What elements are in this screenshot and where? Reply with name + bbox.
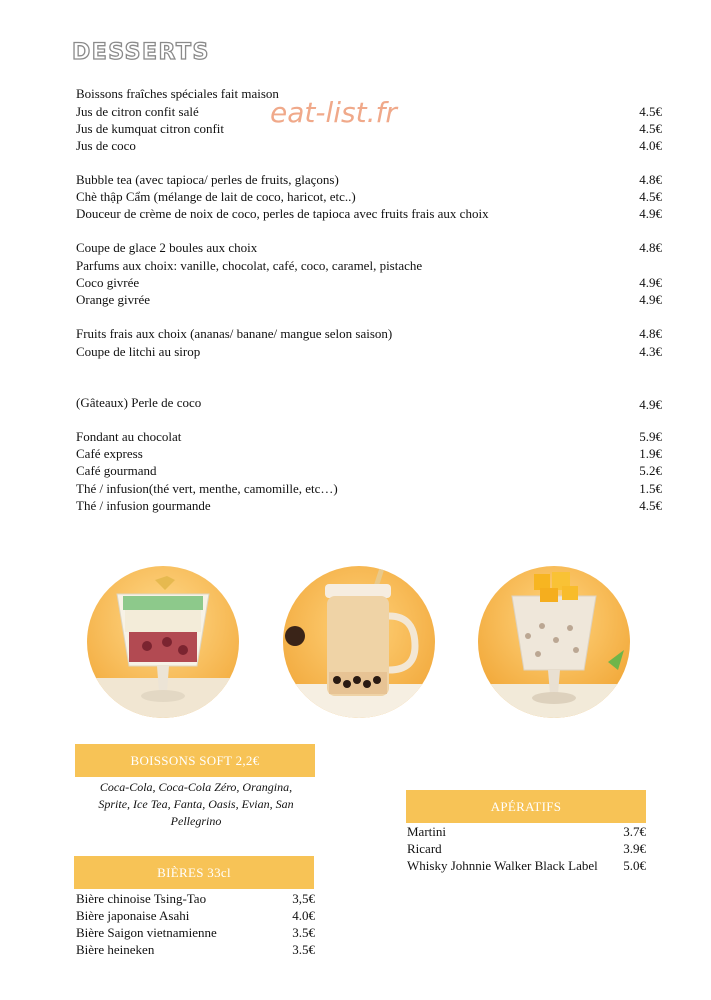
menu-item-price: 4.9€ [639,397,662,412]
menu-item [76,274,662,291]
menu-item [76,85,662,102]
menu-item [76,462,662,479]
biere-price: 4.0€ [292,908,315,923]
watermark: eat-list.fr [270,96,397,129]
menu-item-price: 4.3€ [639,344,662,359]
menu-item-price: 4.5€ [639,498,662,513]
aperatif-name: Whisky Johnnie Walker Black Label [407,858,598,873]
menu-item [76,497,662,514]
menu-item [76,205,662,222]
menu-item-price: 4.5€ [639,189,662,204]
menu-item-name: Chè thập Cẩm (mélange de lait de coco, haricot, etc..) [76,189,356,204]
aperatif-item [407,823,646,840]
menu-item-price: 5.9€ [639,429,662,444]
menu-item [76,103,662,120]
menu-item-price: 4.8€ [639,172,662,187]
mango-tapioca-photo [478,566,630,718]
menu-item [76,137,662,154]
biere-item [76,890,315,907]
aperatif-price: 3.9€ [623,841,646,856]
menu-item-name: Café gourmand [76,463,157,478]
menu-item-name: Coupe de litchi au sirop [76,344,201,359]
menu-item-name: Thé / infusion(thé vert, menthe, camomille, etc…) [76,481,338,496]
menu-item-price: 1.9€ [639,446,662,461]
menu-item [76,325,662,342]
menu-item [76,171,662,188]
biere-name: Bière heineken [76,942,155,957]
menu-item [76,291,662,308]
menu-item-name: Fruits frais aux choix (ananas/ banane/ mangue selon saison) [76,326,393,341]
menu-item-price: 4.0€ [639,138,662,153]
menu-item-name: Fondant au chocolat [76,429,182,444]
menu-item-price: 5.2€ [639,463,662,478]
menu-item [76,257,662,274]
dessert-photo-che [87,566,239,718]
menu-item [76,480,662,497]
aperatif-name: Ricard [407,841,442,856]
menu-item [76,239,662,256]
menu-item-name: Bubble tea (avec tapioca/ perles de fruits, glaçons) [76,172,339,187]
menu-item-name: Jus de citron confit salé [76,104,199,119]
menu-item-name: Café express [76,446,143,461]
aperatifs-header: APÉRATIFS [406,790,646,823]
biere-item [76,907,315,924]
menu-item-name: Coco givrée [76,275,140,290]
menu-item-name: (Gâteaux) Perle de coco [76,395,202,410]
menu-item-price: 4.5€ [639,104,662,119]
boissons-soft-description: Coca-Cola, Coca-Cola Zéro, Orangina, Sprite, Ice Tea, Fanta, Oasis, Evian, San Pellegrino [98,780,294,828]
menu-item [76,428,662,445]
page-title: DESSERTS [72,40,210,65]
aperatif-name: Martini [407,824,446,839]
aperatif-price: 5.0€ [623,858,646,873]
menu-item [76,120,662,137]
menu-item-price: 4.9€ [639,292,662,307]
menu-item [76,445,662,462]
aperatif-price: 3.7€ [623,824,646,839]
biere-name: Bière chinoise Tsing-Tao [76,891,207,906]
biere-price: 3.5€ [292,942,315,957]
menu-item [76,394,662,411]
menu-item-price: 4.9€ [639,206,662,221]
menu-item-price: 4.8€ [639,326,662,341]
menu-item [76,343,662,360]
aperatif-item [407,840,646,857]
menu-item-name: Orange givrée [76,292,150,307]
menu-item-name: Parfums aux choix: vanille, chocolat, café, coco, caramel, pistache [76,258,423,273]
menu-item-price: 1.5€ [639,481,662,496]
menu-item-name: Thé / infusion gourmande [76,498,211,513]
biere-item [76,941,315,958]
menu-item-name: Coupe de glace 2 boules aux choix [76,240,258,255]
aperatif-item [407,857,646,874]
bieres-header: BIÈRES 33cl [74,856,314,889]
menu-item-price: 4.9€ [639,275,662,290]
biere-price: 3,5€ [292,891,315,906]
menu-item [76,188,662,205]
menu-item-name: Jus de coco [76,138,136,153]
menu-item-name: Jus de kumquat citron confit [76,121,225,136]
menu-item-price: 4.5€ [639,121,662,136]
menu-item-name: Boissons fraîches spéciales fait maison [76,86,279,101]
biere-name: Bière japonaise Asahi [76,908,190,923]
bubble-tea-photo [283,566,435,718]
biere-item [76,924,315,941]
boissons-soft-header: BOISSONS SOFT 2,2€ [75,744,315,777]
biere-price: 3.5€ [292,925,315,940]
menu-item-name: Douceur de crème de noix de coco, perles de tapioca avec fruits frais aux choix [76,206,489,221]
biere-name: Bière Saigon vietnamienne [76,925,217,940]
menu-item-price: 4.8€ [639,240,662,255]
